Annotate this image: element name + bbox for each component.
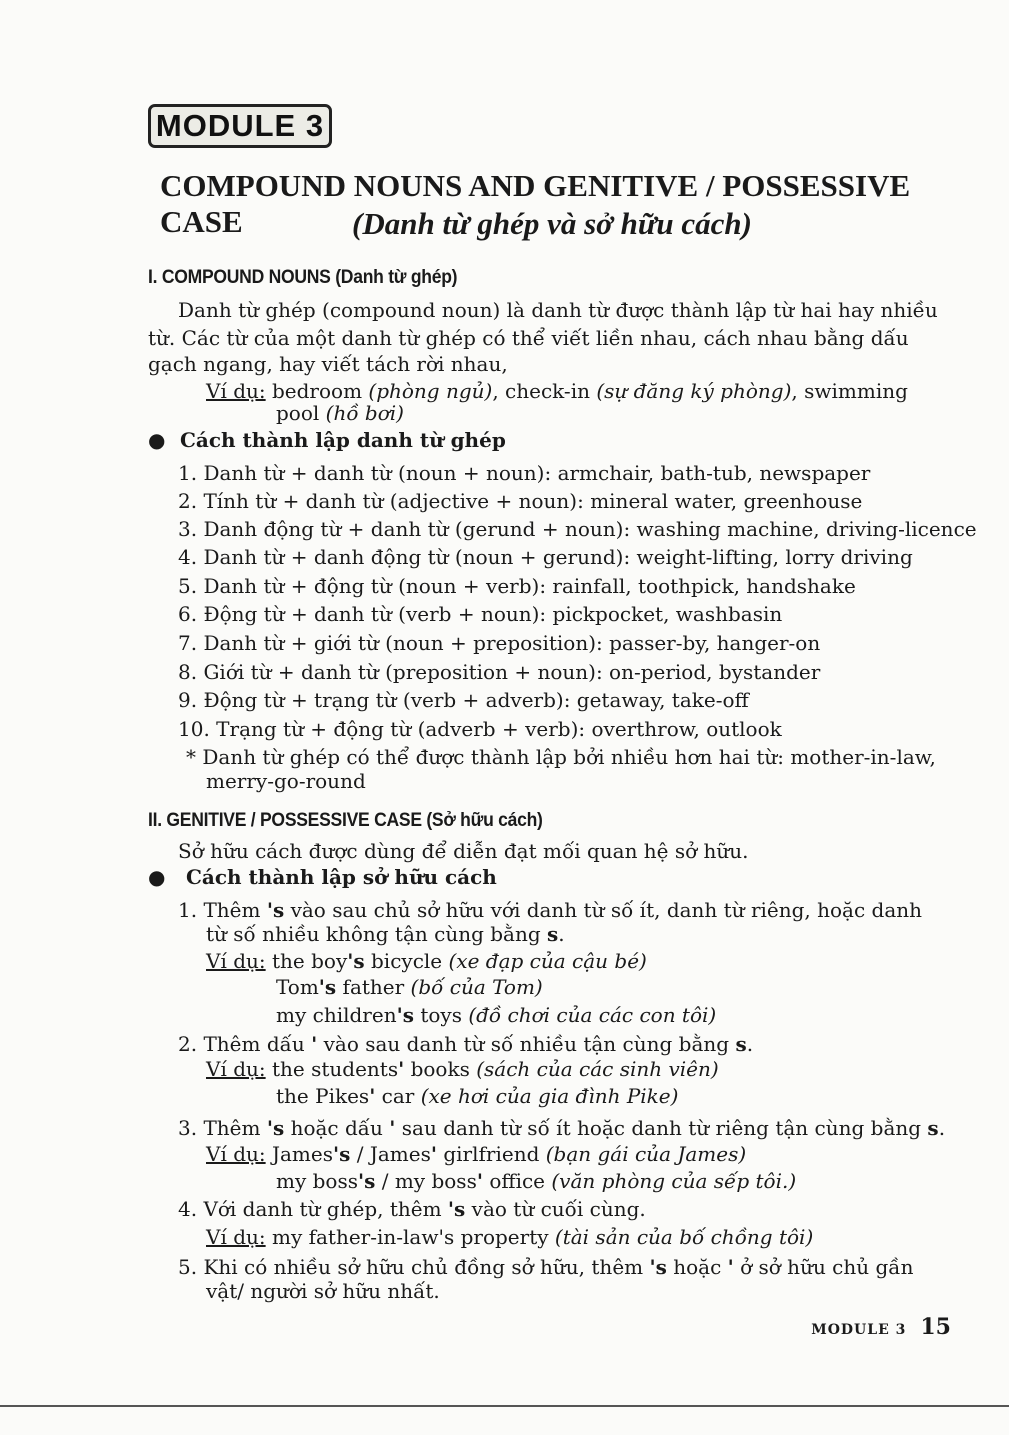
rule-mark: 's <box>396 1003 414 1027</box>
ex2-line-2 <box>276 1083 678 1109</box>
rule-mark: ' <box>398 1057 405 1081</box>
list-item: 5. Danh từ + động từ (noun + verb): rainfall, toothpick, handshake <box>178 574 856 598</box>
footer-module: MODULE 3 <box>811 1322 907 1338</box>
example-text: / James <box>350 1142 431 1166</box>
s1-example-line-2 <box>276 400 404 426</box>
example-text: bicycle <box>364 949 449 973</box>
example-text: car <box>375 1084 421 1108</box>
rule-text: vào sau danh từ số nhiều tận cùng bằng <box>317 1032 736 1056</box>
rule-1 <box>178 897 922 923</box>
example-text: , swimming <box>791 379 908 403</box>
rule-text: sau danh từ số ít hoặc danh từ riêng tận cùng bằng <box>395 1116 928 1140</box>
example-label: Ví dụ: <box>206 379 266 403</box>
example-gloss: (xe hơi của gia đình Pike) <box>420 1084 679 1108</box>
rule-text: 5. Khi có nhiều sở hữu chủ đồng sở hữu, thêm <box>178 1255 650 1279</box>
example-text: bedroom <box>265 379 369 403</box>
example-text: the boy <box>271 949 348 973</box>
rule-1b <box>206 921 565 947</box>
ex1-line-2 <box>276 974 543 1000</box>
page-number: 15 <box>920 1314 951 1340</box>
rule-mark: ' <box>476 1169 483 1193</box>
ex3-line-2 <box>276 1168 796 1194</box>
s1-intro-3: gạch ngang, hay viết tách rời nhau, <box>148 352 508 376</box>
s1-intro-2: từ. Các từ của một danh từ ghép có thể viết liền nhau, cách nhau bằng dấu <box>148 326 909 350</box>
rule-text: vào sau chủ sở hữu với danh từ số ít, danh từ riêng, hoặc danh <box>284 898 923 922</box>
module-label: MODULE 3 <box>148 104 332 148</box>
rule-mark: s <box>735 1032 747 1056</box>
rule-mark: s <box>927 1116 939 1140</box>
ex3-line-1 <box>206 1141 746 1167</box>
example-text: James <box>271 1142 333 1166</box>
s1-note-1: * Danh từ ghép có thể được thành lập bởi nhiều hơn hai từ: mother-in-law, <box>186 745 936 769</box>
rule-mark: s <box>547 922 559 946</box>
s1-note-2: merry-go-round <box>206 769 366 793</box>
rule-text: ở sở hữu chủ gần <box>733 1255 914 1279</box>
rule-text: . <box>558 922 565 946</box>
example-label: Ví dụ: <box>206 1057 266 1081</box>
s1-bullet-heading: Cách thành lập danh từ ghép <box>180 428 506 452</box>
list-item: 4. Danh từ + danh động từ (noun + gerund): weight-lifting, lorry driving <box>178 545 913 569</box>
rule-3 <box>178 1115 945 1141</box>
example-text: the Pikes <box>276 1084 370 1108</box>
page-title: COMPOUND NOUNS AND GENITIVE / POSSESSIVE CASE <box>160 168 911 239</box>
s2-bullet-heading: Cách thành lập sở hữu cách <box>186 865 497 889</box>
s2-intro: Sở hữu cách được dùng để diễn đạt mối quan hệ sở hữu. <box>178 839 749 863</box>
rule-text: 2. Thêm dấu <box>178 1032 312 1056</box>
example-gloss: (hồ bơi) <box>325 401 404 425</box>
page-footer <box>811 1314 951 1340</box>
example-gloss: (sự đăng ký phòng) <box>596 379 792 403</box>
example-label: Ví dụ: <box>206 1225 266 1249</box>
list-item: 2. Tính từ + danh từ (adjective + noun): mineral water, greenhouse <box>178 489 863 513</box>
example-label: Ví dụ: <box>206 1142 266 1166</box>
rule-text: . <box>746 1032 754 1056</box>
rule-mark: 's <box>266 898 285 922</box>
example-text: my children <box>276 1003 397 1027</box>
example-gloss: (bố của Tom) <box>410 975 543 999</box>
page-bottom-edge <box>0 1405 1009 1407</box>
rule-2 <box>178 1031 753 1057</box>
rule-text: hoặc dấu <box>284 1116 390 1140</box>
rule-text: 1. Thêm <box>178 898 267 922</box>
rule-mark: ' <box>389 1116 396 1140</box>
rule-mark: 's <box>447 1197 466 1221</box>
rule-text: 3. Thêm <box>178 1116 267 1140</box>
rule-mark: ' <box>727 1255 734 1279</box>
example-gloss: (xe đạp của cậu bé) <box>448 949 647 973</box>
rule-mark: ' <box>430 1142 437 1166</box>
rule-mark: 's <box>358 1169 376 1193</box>
ex4-line-1 <box>206 1224 813 1250</box>
rule-text: 4. Với danh từ ghép, thêm <box>178 1197 448 1221</box>
ex1-line-1 <box>206 948 647 974</box>
rule-text: vào từ cuối cùng. <box>465 1197 646 1221</box>
example-text: pool <box>276 401 326 425</box>
bullet-icon: ● <box>148 428 166 452</box>
example-gloss: (bạn gái của James) <box>545 1142 747 1166</box>
rule-text: . <box>938 1116 946 1140</box>
section-1-heading: I. COMPOUND NOUNS (Danh từ ghép) <box>148 266 458 288</box>
example-text: / my boss <box>375 1169 477 1193</box>
example-text: toys <box>413 1003 469 1027</box>
example-gloss: (đồ chơi của các con tôi) <box>468 1003 717 1027</box>
rule-mark: 's <box>649 1255 667 1279</box>
list-item: 9. Động từ + trạng từ (verb + adverb): getaway, take-off <box>178 688 749 712</box>
example-label: Ví dụ: <box>206 949 266 973</box>
rule-mark: 's <box>266 1116 285 1140</box>
bullet-icon: ● <box>148 865 166 889</box>
list-item: 7. Danh từ + giới từ (noun + preposition): passer-by, hanger-on <box>178 631 821 655</box>
list-item: 8. Giới từ + danh từ (preposition + noun): on-period, bystander <box>178 660 821 684</box>
example-text: my boss <box>276 1169 358 1193</box>
example-text: the students <box>271 1057 399 1081</box>
example-text: Tom <box>276 975 319 999</box>
ex1-line-3 <box>276 1002 716 1028</box>
rule-mark: ' <box>369 1084 376 1108</box>
rule-text: hoặc <box>666 1255 728 1279</box>
s1-intro-1: Danh từ ghép (compound noun) là danh từ được thành lập từ hai hay nhiều <box>178 298 938 322</box>
page-subtitle: (Danh từ ghép và sở hữu cách) <box>352 206 752 241</box>
example-text: , check-in <box>492 379 597 403</box>
example-text: girlfriend <box>436 1142 546 1166</box>
rule-mark: 's <box>347 949 365 973</box>
example-gloss: (tài sản của bố chồng tôi) <box>554 1225 814 1249</box>
list-item: 3. Danh động từ + danh từ (gerund + noun): washing machine, driving-licence <box>178 517 977 541</box>
rule-mark: ' <box>311 1032 318 1056</box>
example-gloss: (văn phòng của sếp tôi.) <box>551 1169 797 1193</box>
example-gloss: (phòng ngủ) <box>368 379 493 403</box>
rule-5b: vật/ người sở hữu nhất. <box>206 1279 440 1303</box>
section-2-heading: II. GENITIVE / POSSESSIVE CASE (Sở hữu cách) <box>148 809 543 831</box>
list-item: 1. Danh từ + danh từ (noun + noun): armchair, bath-tub, newspaper <box>178 461 871 485</box>
ex2-line-1 <box>206 1056 719 1082</box>
list-item: 6. Động từ + danh từ (verb + noun): pickpocket, washbasin <box>178 602 783 626</box>
example-gloss: (sách của các sinh viên) <box>476 1057 719 1081</box>
rule-mark: 's <box>318 975 337 999</box>
example-text: office <box>482 1169 552 1193</box>
list-item: 10. Trạng từ + động từ (adverb + verb): overthrow, outlook <box>178 717 782 741</box>
example-text: my father-in-law's property <box>271 1225 555 1249</box>
rule-mark: 's <box>333 1142 351 1166</box>
rule-4 <box>178 1196 646 1222</box>
example-text: books <box>404 1057 477 1081</box>
example-text: father <box>336 975 411 999</box>
rule-5 <box>178 1254 913 1280</box>
rule-text: từ số nhiều không tận cùng bằng <box>206 922 548 946</box>
